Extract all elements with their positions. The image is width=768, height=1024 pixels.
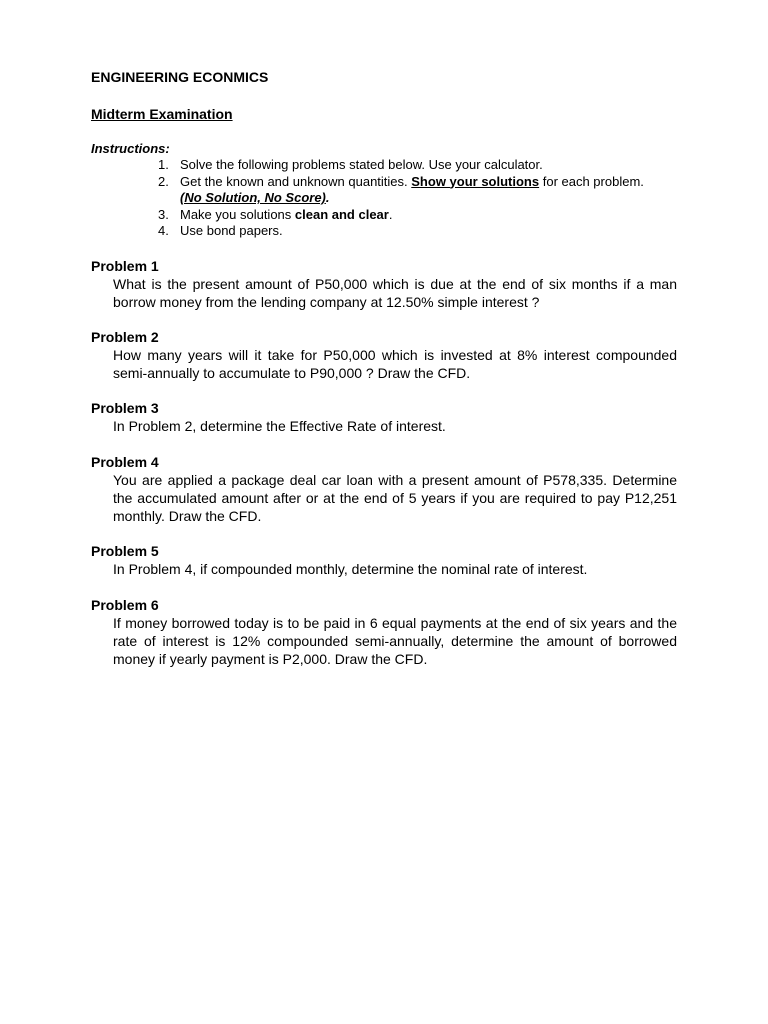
instruction-note-underlined: (No Solution, No Score): [180, 190, 326, 205]
problem-5: [91, 542, 677, 578]
course-title: ENGINEERING ECONMICS: [91, 69, 269, 85]
instruction-item-2: [158, 174, 698, 207]
problem-text: In Problem 2, determine the Effective Rate of interest.: [113, 418, 446, 434]
instructions-list: [158, 157, 698, 240]
instructions-heading: Instructions:: [91, 141, 170, 156]
instruction-item-3: [158, 207, 698, 224]
problem-heading: Problem 2: [91, 329, 159, 345]
problem-2: [91, 328, 677, 382]
problem-1: [91, 257, 677, 311]
instruction-note-end: .: [325, 190, 330, 205]
problem-4: [91, 453, 677, 525]
exam-title: Midterm Examination: [91, 106, 233, 122]
instruction-text: [180, 207, 698, 224]
problem-heading: Problem 4: [91, 454, 159, 470]
instruction-emphasis: Show your solutions: [411, 173, 540, 189]
instruction-text-after: .: [388, 206, 393, 222]
instruction-text-after: for each problem.: [539, 173, 644, 189]
instruction-item-4: [158, 223, 698, 240]
instruction-text: Solve the following problems stated below. Use your calculator.: [180, 157, 543, 172]
instruction-text: [180, 174, 698, 207]
problem-heading: Problem 3: [91, 400, 159, 416]
instruction-number: 4.: [158, 223, 169, 238]
instruction-note: [180, 190, 698, 207]
instruction-item-1: [158, 157, 698, 174]
instruction-number: 3.: [158, 206, 169, 222]
instruction-text-before: Make you solutions: [180, 206, 295, 222]
problem-text: If money borrowed today is to be paid in 6 equal payments at the end of six years and the rate of interest is 12% compounded semi-annually, determine the amount of borrowed money if yearly payment is P2,000. Draw the CFD.: [113, 615, 677, 667]
problem-heading: Problem 6: [91, 597, 159, 613]
problem-text: How many years will it take for P50,000 which is invested at 8% interest compounded semi-annually to accumulate to P90,000 ? Draw the CFD.: [113, 347, 677, 381]
instruction-text: Use bond papers.: [180, 223, 283, 238]
problem-text: What is the present amount of P50,000 which is due at the end of six months if a man borrow money from the lending company at 12.50% simple interest ?: [113, 276, 677, 310]
problem-text: In Problem 4, if compounded monthly, determine the nominal rate of interest.: [113, 561, 588, 577]
instruction-number: 2.: [158, 173, 169, 189]
problem-text: You are applied a package deal car loan with a present amount of P578,335. Determine the accumulated amount after or at the end of 5 years if you are required to pay P12,251 monthly. Draw the CFD.: [113, 472, 677, 524]
problem-heading: Problem 1: [91, 258, 159, 274]
problem-heading: Problem 5: [91, 543, 159, 559]
instruction-number: 1.: [158, 157, 169, 172]
problem-3: [91, 399, 677, 435]
problem-6: [91, 596, 677, 668]
instruction-text-before: Get the known and unknown quantities.: [180, 173, 412, 189]
instruction-emphasis: clean and clear: [294, 206, 389, 222]
